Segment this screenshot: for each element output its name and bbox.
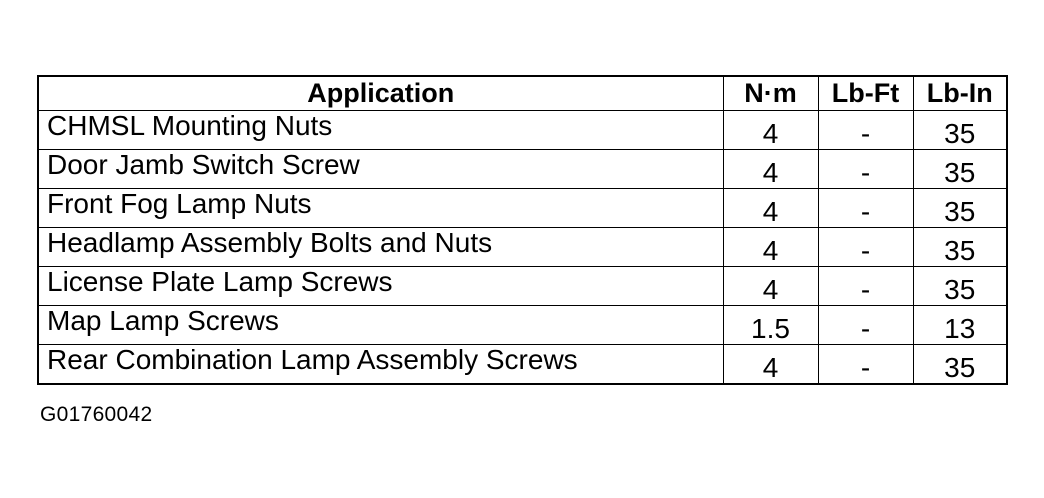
lbin-cell: 35 (913, 228, 1007, 267)
application-cell: Front Fog Lamp Nuts (38, 189, 723, 228)
header-pound-feet: Lb-Ft (818, 76, 913, 111)
nm-cell: 4 (723, 150, 818, 189)
table-row (38, 306, 1007, 345)
lbin-cell: 35 (913, 150, 1007, 189)
lbft-cell: - (818, 150, 913, 189)
lbin-cell: 35 (913, 111, 1007, 150)
torque-specifications-table (37, 75, 1008, 385)
nm-cell: 4 (723, 345, 818, 385)
table-row (38, 345, 1007, 385)
lbft-cell: - (818, 345, 913, 385)
lbft-cell: - (818, 111, 913, 150)
nm-cell: 1.5 (723, 306, 818, 345)
nm-cell: 4 (723, 228, 818, 267)
table-row (38, 267, 1007, 306)
lbft-cell: - (818, 267, 913, 306)
lbft-cell: - (818, 189, 913, 228)
application-cell: CHMSL Mounting Nuts (38, 111, 723, 150)
application-cell: Map Lamp Screws (38, 306, 723, 345)
application-cell: Door Jamb Switch Screw (38, 150, 723, 189)
lbin-cell: 35 (913, 345, 1007, 385)
table-header-row (38, 76, 1007, 111)
header-application: Application (38, 76, 723, 111)
nm-cell: 4 (723, 189, 818, 228)
lbft-cell: - (818, 228, 913, 267)
lbft-cell: - (818, 306, 913, 345)
lbin-cell: 13 (913, 306, 1007, 345)
figure-id: G01760042 (40, 403, 153, 426)
table-row (38, 228, 1007, 267)
table-row (38, 189, 1007, 228)
lbin-cell: 35 (913, 189, 1007, 228)
header-pound-inches: Lb-In (913, 76, 1007, 111)
lbin-cell: 35 (913, 267, 1007, 306)
table-row (38, 150, 1007, 189)
nm-cell: 4 (723, 111, 818, 150)
application-cell: Rear Combination Lamp Assembly Screws (38, 345, 723, 385)
table-row (38, 111, 1007, 150)
application-cell: License Plate Lamp Screws (38, 267, 723, 306)
application-cell: Headlamp Assembly Bolts and Nuts (38, 228, 723, 267)
header-newton-meters: N·m (723, 76, 818, 111)
nm-cell: 4 (723, 267, 818, 306)
